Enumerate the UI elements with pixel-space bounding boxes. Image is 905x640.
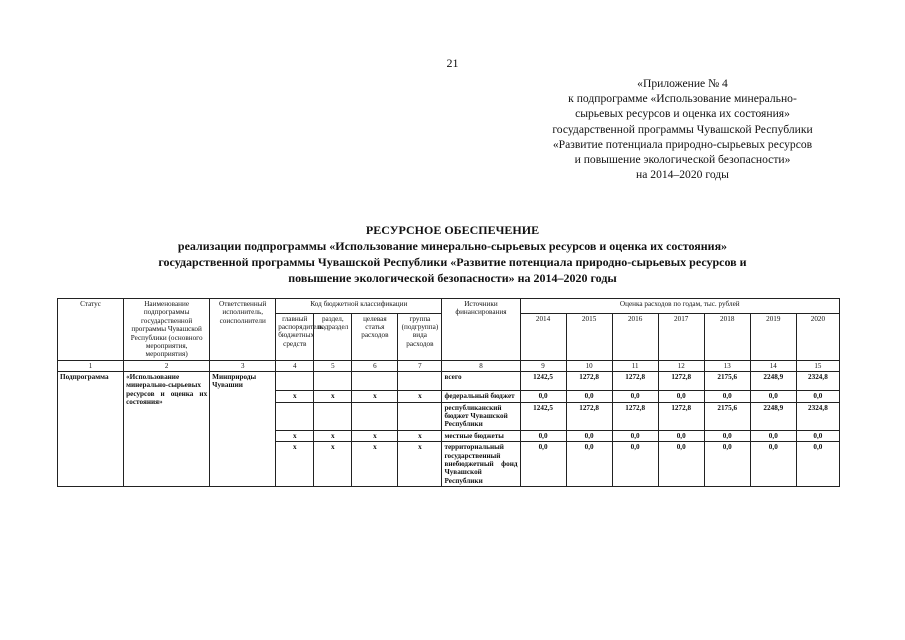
column-number: 12 <box>658 360 704 371</box>
value-cell: 0,0 <box>612 442 658 487</box>
title-line: государственной программы Чувашской Республики «Развитие потенциала природно-сырьевых ресурсов и <box>158 255 747 269</box>
header-year: 2020 <box>796 313 839 360</box>
executor-empty-cell <box>210 391 276 402</box>
value-cell: 0,0 <box>750 442 796 487</box>
appendix-line: «Приложение № 4 <box>637 77 728 90</box>
value-cell: 1272,8 <box>612 371 658 390</box>
code-cell: х <box>352 442 398 487</box>
value-cell: 2175,6 <box>704 402 750 430</box>
code-cell: х <box>314 442 352 487</box>
value-cell: 0,0 <box>612 430 658 441</box>
appendix-line: к подпрограмме «Использование минерально- <box>568 92 797 106</box>
page-number: 21 <box>446 56 459 70</box>
header-estimate: Оценка расходов по годам, тыс. рублей <box>520 299 839 314</box>
source-cell: местные бюджеты <box>442 430 520 441</box>
column-number: 9 <box>520 360 566 371</box>
column-number: 13 <box>704 360 750 371</box>
value-cell: 0,0 <box>750 391 796 402</box>
header-grbs: главный распорядитель бюджетных средств <box>276 313 314 360</box>
column-number: 4 <box>276 360 314 371</box>
value-cell: 0,0 <box>658 442 704 487</box>
code-cell: х <box>352 391 398 402</box>
value-cell: 0,0 <box>796 442 839 487</box>
source-cell: территориальный государственный внебюджетный фонд Чувашской Республики <box>442 442 520 487</box>
table-header <box>58 299 840 372</box>
column-number: 14 <box>750 360 796 371</box>
header-year: 2015 <box>566 313 612 360</box>
column-number: 3 <box>210 360 276 371</box>
value-cell: 0,0 <box>566 430 612 441</box>
value-cell: 1272,8 <box>658 371 704 390</box>
value-cell: 0,0 <box>658 430 704 441</box>
code-cell <box>352 402 398 430</box>
value-cell: 2324,8 <box>796 371 839 390</box>
appendix-line: государственной программы Чувашской Республики <box>552 122 813 136</box>
column-number: 1 <box>58 360 124 371</box>
code-cell <box>314 371 352 390</box>
value-cell: 1242,5 <box>520 402 566 430</box>
appendix-note <box>515 76 850 182</box>
code-cell: х <box>398 430 442 441</box>
header-status: Статус <box>58 299 124 361</box>
appendix-line: сырьевых ресурсов и оценка их состояния» <box>575 107 790 121</box>
value-cell: 1272,8 <box>566 371 612 390</box>
header-group: группа (подгруппа) вида расходов <box>398 313 442 360</box>
column-number: 8 <box>442 360 520 371</box>
column-number: 5 <box>314 360 352 371</box>
column-number: 2 <box>124 360 210 371</box>
header-budget-code: Код бюджетной классификации <box>276 299 442 314</box>
header-sources: Источники финансирования <box>442 299 520 361</box>
executor-empty-cell <box>210 442 276 487</box>
table-row <box>58 371 840 390</box>
value-cell: 0,0 <box>566 442 612 487</box>
code-cell <box>352 371 398 390</box>
header-year: 2017 <box>658 313 704 360</box>
value-cell: 0,0 <box>658 391 704 402</box>
executor-empty-cell <box>210 402 276 430</box>
code-cell: х <box>314 391 352 402</box>
header-section: раздел, подраздел <box>314 313 352 360</box>
code-cell: х <box>352 430 398 441</box>
header-year: 2019 <box>750 313 796 360</box>
resource-table <box>57 298 840 487</box>
code-cell: х <box>398 391 442 402</box>
value-cell: 1242,5 <box>520 371 566 390</box>
header-year: 2014 <box>520 313 566 360</box>
value-cell: 1272,8 <box>658 402 704 430</box>
appendix-line: и повышение экологической безопасности» <box>574 153 791 167</box>
value-cell: 2248,9 <box>750 402 796 430</box>
source-cell: федеральный бюджет <box>442 391 520 402</box>
appendix-line: «Развитие потенциала природно-сырьевых ресурсов <box>552 137 813 151</box>
value-cell: 0,0 <box>520 391 566 402</box>
value-cell: 0,0 <box>704 442 750 487</box>
document-title <box>0 222 905 286</box>
code-cell <box>276 371 314 390</box>
code-cell <box>276 402 314 430</box>
source-cell: республиканский бюджет Чувашской Республики <box>442 402 520 430</box>
column-number: 11 <box>612 360 658 371</box>
column-number: 10 <box>566 360 612 371</box>
header-target: целевая статья расходов <box>352 313 398 360</box>
code-cell: х <box>276 442 314 487</box>
appendix-line: на 2014–2020 годы <box>636 168 729 182</box>
title-line: повышение экологической безопасности» на 2014–2020 годы <box>288 271 617 285</box>
column-number-row <box>58 360 840 371</box>
status-cell: Подпрограмма <box>58 371 124 486</box>
value-cell: 0,0 <box>704 430 750 441</box>
value-cell: 2248,9 <box>750 371 796 390</box>
title-line: реализации подпрограммы «Использование минерально-сырьевых ресурсов и оценка их состояния» <box>177 239 728 253</box>
value-cell: 0,0 <box>612 391 658 402</box>
header-name: Наименование подпрограммы государственной программы Чувашской Республики (основного мероприятия, мероприятия) <box>124 299 210 361</box>
header-year: 2016 <box>612 313 658 360</box>
value-cell: 0,0 <box>796 430 839 441</box>
subprogram-name-cell: «Использование минерально-сырьевых ресурсов и оценка их состояния» <box>124 371 210 486</box>
value-cell: 0,0 <box>704 391 750 402</box>
code-cell: х <box>276 391 314 402</box>
code-cell <box>398 371 442 390</box>
column-number: 15 <box>796 360 839 371</box>
code-cell <box>398 402 442 430</box>
executor-empty-cell <box>210 430 276 441</box>
value-cell: 2324,8 <box>796 402 839 430</box>
code-cell: х <box>276 430 314 441</box>
value-cell: 1272,8 <box>612 402 658 430</box>
column-number: 7 <box>398 360 442 371</box>
column-number: 6 <box>352 360 398 371</box>
value-cell: 0,0 <box>750 430 796 441</box>
value-cell: 0,0 <box>796 391 839 402</box>
header-year: 2018 <box>704 313 750 360</box>
value-cell: 2175,6 <box>704 371 750 390</box>
title-heading: РЕСУРСНОЕ ОБЕСПЕЧЕНИЕ <box>365 223 540 237</box>
source-cell: всего <box>442 371 520 390</box>
value-cell: 0,0 <box>520 430 566 441</box>
value-cell: 0,0 <box>566 391 612 402</box>
executor-cell: Минприроды Чувашии <box>210 371 276 390</box>
value-cell: 0,0 <box>520 442 566 487</box>
code-cell: х <box>398 442 442 487</box>
code-cell <box>314 402 352 430</box>
code-cell: х <box>314 430 352 441</box>
value-cell: 1272,8 <box>566 402 612 430</box>
header-executor: Ответственный исполнитель, соисполнители <box>210 299 276 361</box>
